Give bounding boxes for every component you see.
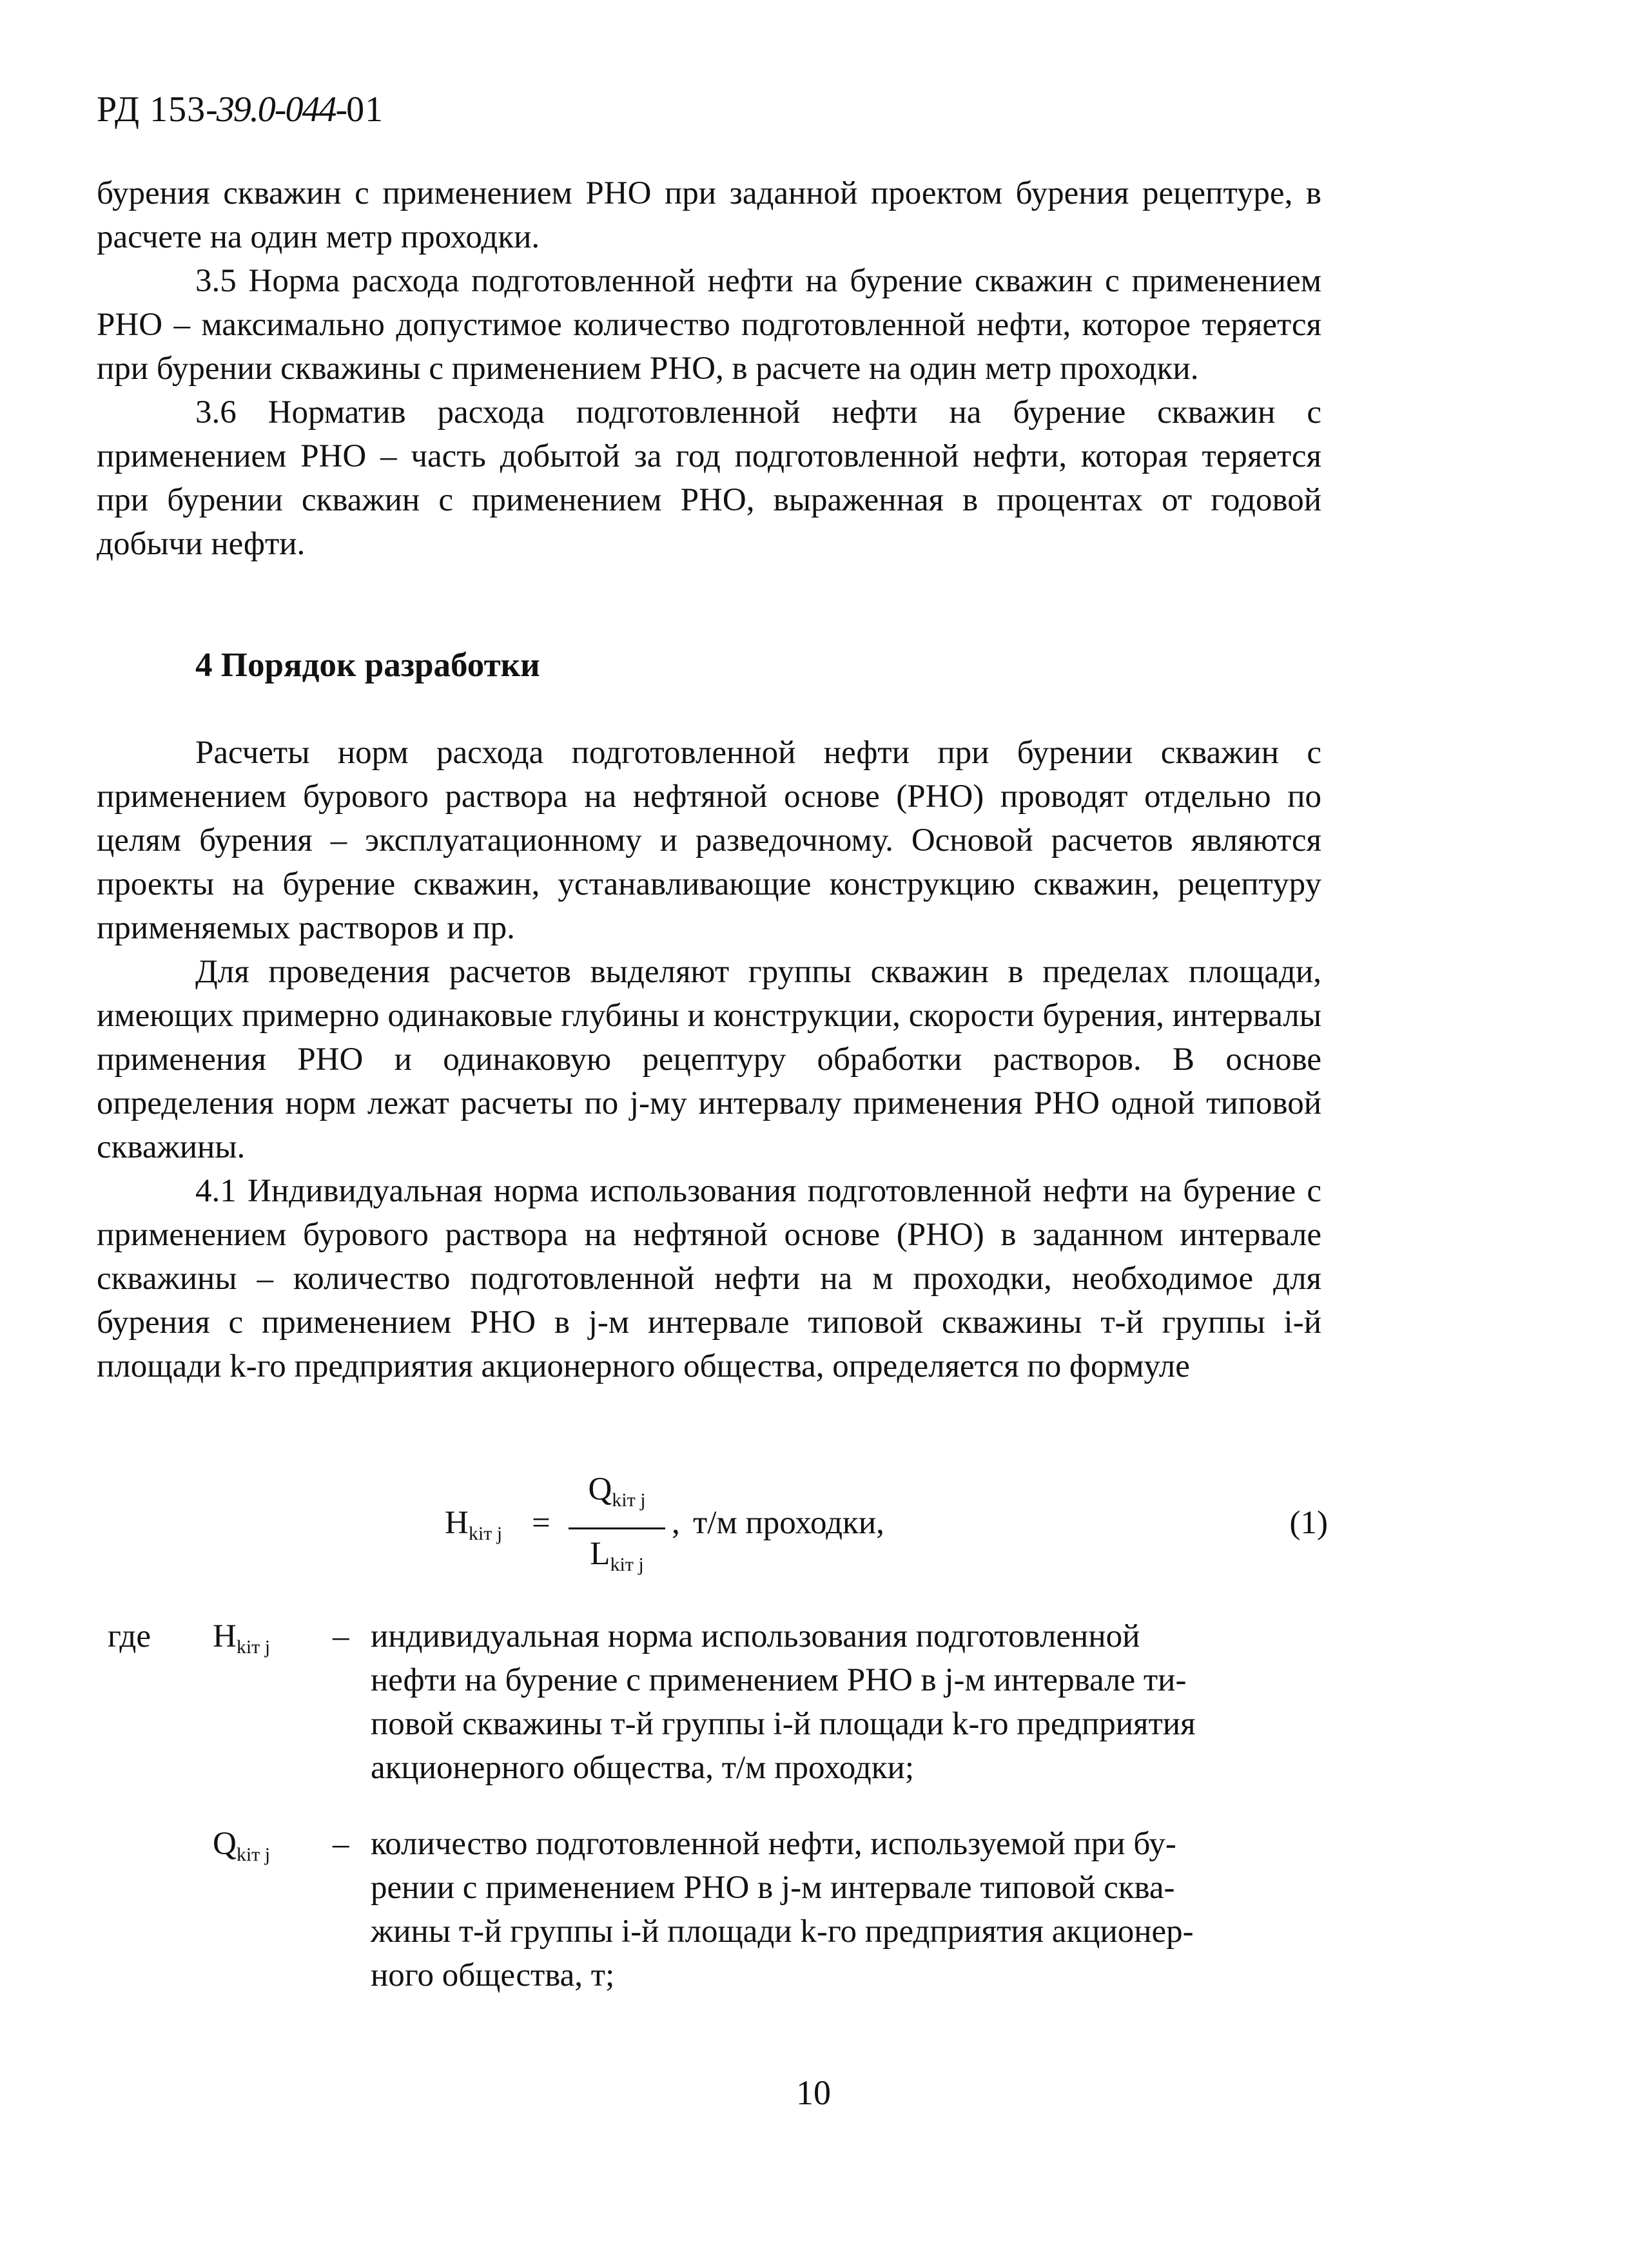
formula-lhs: $H_{kiт j}$ (445, 1505, 503, 1544)
paragraph-4-1: 4.1 Индивидуальная норма использования подготовленной нефти на бурение с применением бурового раствора на нефтяной основе (РНО) в заданном интервале скважины – количество подготовленной нефти на м проходки, необходимое для бурения с применением РНО в j-м интервале типовой скважины т-й группы i-й площади k-го предприятия акционерного общества, определяется по формуле (97, 1173, 1321, 1384)
formula-denominator: $L_{kiт j}$ (590, 1536, 644, 1575)
definition-line: жины т-й группы i-й площади k-го предприятия акционер- (371, 1914, 1194, 1950)
definition-line: индивидуальная норма использования подготовленной (371, 1618, 1140, 1654)
where-label: где (108, 1618, 151, 1654)
document-code-prefix: РД 153 (97, 90, 206, 130)
definition-line: количество подготовленной нефти, используемой при бу- (371, 1826, 1176, 1862)
document-code-header (97, 89, 384, 130)
formula-numerator: $Q_{kiт j}$ (588, 1471, 646, 1511)
section-text-block (97, 731, 1321, 1388)
paragraph-continuation: бурения скважин с применением РНО при заданной проектом бурения рецептуре, в расчете на один метр проходки. (97, 175, 1321, 255)
definition-text (371, 1614, 1325, 1790)
paragraph-intro: Расчеты норм расхода подготовленной нефти при бурении скважин с применением бурового раствора на нефтяной основе (РНО) проводят отдельно по целям бурения – эксплуатационному и разведочному. Основой расчетов являются проекты на бурение скважин, устанавливающие конструкцию скважин, рецептуру применяемых растворов и пр. (97, 735, 1321, 946)
definition-symbol: $Q_{kiт j}$ (213, 1826, 271, 1865)
definition-dash: – (333, 1826, 349, 1862)
definition-item (97, 1614, 1328, 1790)
definition-line: рении с применением РНО в j-м интервале типовой сква- (371, 1870, 1175, 1906)
definitions-list (97, 1614, 1328, 1997)
paragraph-groups: Для проведения расчетов выделяют группы скважин в пределах площади, имеющих примерно одинаковые глубины и конструкции, скорости бурения, интервалы применения РНО и одинаковую рецептуру обработки растворов. В основе определения норм лежат расчеты по j-му интервалу применения РНО одной типовой скважины. (97, 954, 1321, 1165)
document-code-suffix: 01 (346, 90, 384, 130)
formula-number: (1) (1289, 1505, 1328, 1541)
definition-line: акционерного общества, т/м проходки; (371, 1750, 914, 1786)
definition-line: ного общества, т; (371, 1957, 615, 1993)
section-title: 4 Порядок разработки (195, 646, 540, 684)
definition-line: повой скважины т-й группы i-й площади k-го предприятия (371, 1706, 1196, 1742)
definition-text (371, 1822, 1325, 1997)
formula-equals: = (532, 1505, 550, 1541)
definition-symbol: $H_{kiт j}$ (213, 1618, 271, 1658)
document-code-handwritten: -39.0-044- (206, 90, 347, 130)
paragraph-3-5: 3.5 Норма расхода подготовленной нефти на бурение скважин с применением РНО – максимально допустимое количество подготовленной нефти, которое теряется при бурении скважины с применением РНО, в расчете на один метр проходки. (97, 263, 1321, 387)
definition-dash: – (333, 1618, 349, 1654)
fraction-bar (569, 1527, 665, 1529)
paragraph-3-6: 3.6 Норматив расхода подготовленной нефти на бурение скважин с применением РНО – часть добытой за год подготовленной нефти, которая теряется при бурении скважин с применением РНО, выраженная в процентах от годовой добычи нефти. (97, 394, 1321, 562)
formula-unit: т/м проходки, (693, 1505, 884, 1541)
definition-item (97, 1822, 1328, 1997)
definition-line: нефти на бурение с применением РНО в j-м интервале ти- (371, 1662, 1187, 1698)
page-number: 10 (796, 2073, 831, 2112)
formula-comma: , (672, 1505, 680, 1541)
top-text-block (97, 171, 1321, 566)
formula-1 (445, 1471, 1328, 1593)
